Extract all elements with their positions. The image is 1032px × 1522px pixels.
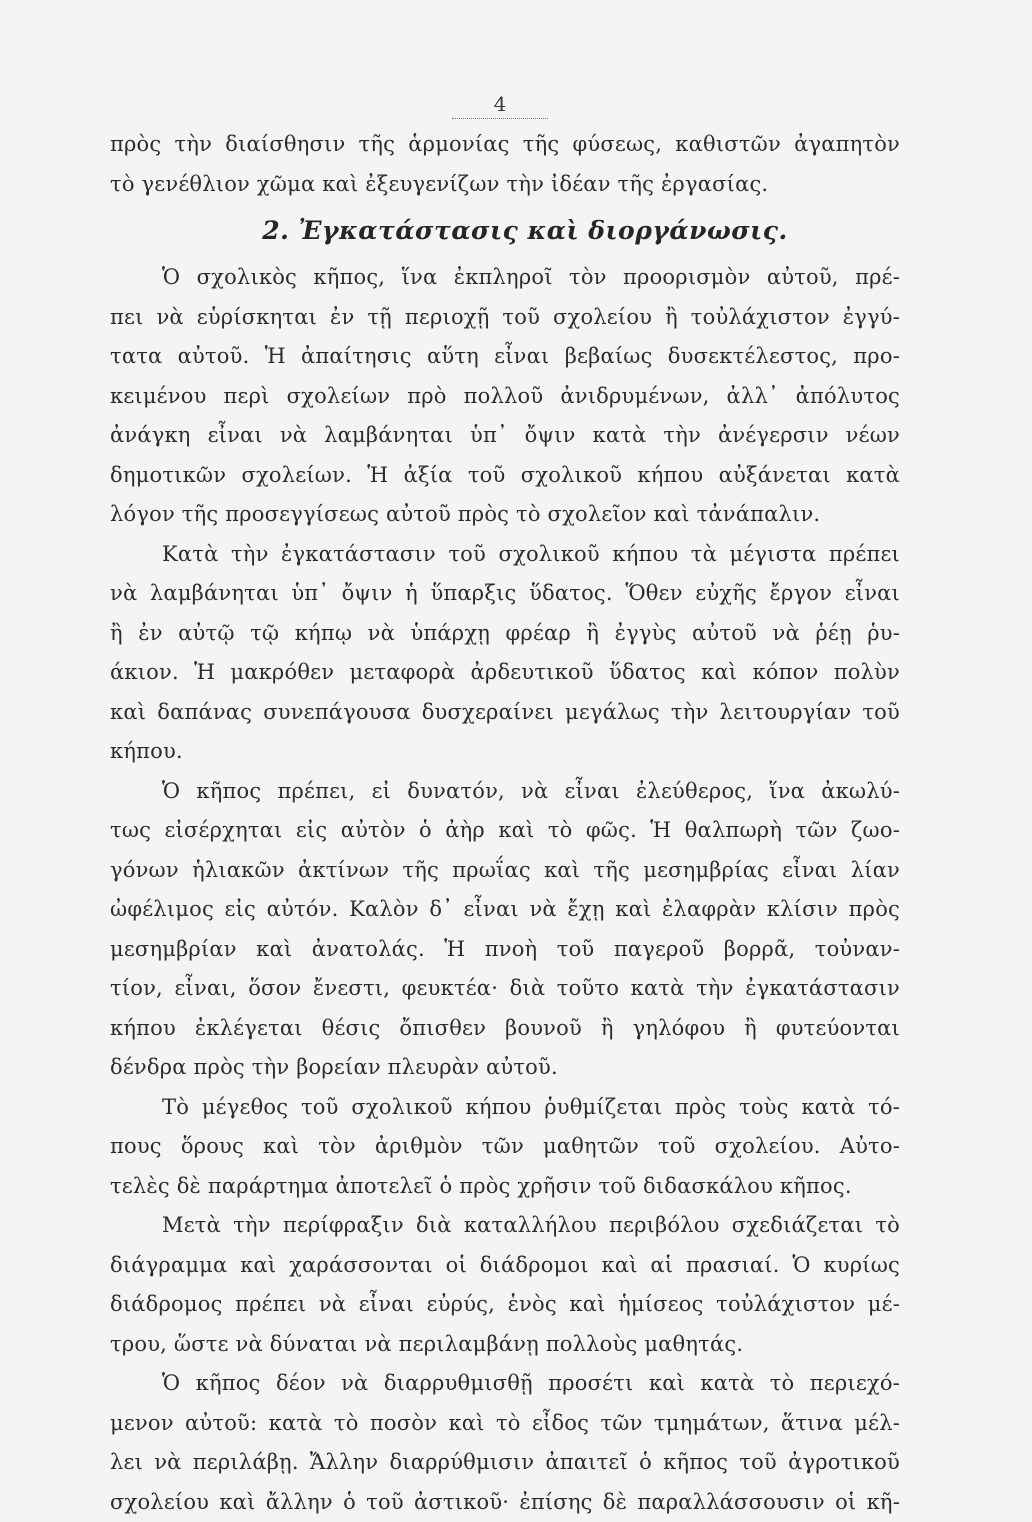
text-line: τὸ γενέθλιον χῶμα καὶ ἐξευγενίζων τὴν ἰδέαν τῆς ἐργασίας. — [110, 165, 900, 205]
text-line: ἢ ἐν αὐτῷ τῷ κήπῳ νὰ ὑπάρχῃ φρέαρ ἢ ἐγγὺς αὐτοῦ νὰ ῥέῃ ῥυ- — [110, 614, 900, 654]
text-line: καὶ δαπάνας συνεπάγουσα δυσχεραίνει μεγάλως τὴν λειτουργίαν τοῦ — [110, 693, 900, 733]
text-line: τίον, εἶναι, ὅσον ἔνεστι, φευκτέα· διὰ τοῦτο κατὰ τὴν ἐγκατάστασιν — [110, 969, 900, 1009]
text-line: μεσημβρίαν καὶ ἀνατολάς. Ἡ πνοὴ τοῦ παγεροῦ βορρᾶ, τοὐναν- — [110, 930, 900, 970]
body-text — [110, 125, 900, 1522]
paragraph-first-line: Ὁ σχολικὸς κῆπος, ἵνα ἐκπληροῖ τὸν προορισμὸν αὐτοῦ, πρέ- — [110, 258, 900, 298]
text-line: λόγον τῆς προσεγγίσεως αὐτοῦ πρὸς τὸ σχολεῖον καὶ τἀνάπαλιν. — [110, 495, 900, 535]
text-line: δένδρα πρὸς τὴν βορείαν πλευρὰν αὐτοῦ. — [110, 1048, 900, 1088]
text-line: δημοτικῶν σχολείων. Ἡ ἀξία τοῦ σχολικοῦ κήπου αὐξάνεται κατὰ — [110, 456, 900, 496]
text-line: τελὲς δὲ παράρτημα ἀποτελεῖ ὁ πρὸς χρῆσιν τοῦ διδασκάλου κῆπος. — [110, 1167, 900, 1207]
text-line: μενον αὐτοῦ: κατὰ τὸ ποσὸν καὶ τὸ εἶδος τῶν τμημάτων, ἅτινα μέλ- — [110, 1404, 900, 1444]
text-line: πρὸς τὴν διαίσθησιν τῆς ἁρμονίας τῆς φύσεως, καθιστῶν ἀγαπητὸν — [110, 125, 900, 165]
text-line: κειμένου περὶ σχολείων πρὸ πολλοῦ ἀνιδρυμένων, ἀλλ᾽ ἀπόλυτος — [110, 377, 900, 417]
paragraph-first-line: Ὁ κῆπος δέον νὰ διαρρυθμισθῇ προσέτι καὶ κατὰ τὸ περιεχό- — [110, 1364, 900, 1404]
text-line: τρου, ὥστε νὰ δύναται νὰ περιλαμβάνῃ πολλοὺς μαθητάς. — [110, 1325, 900, 1365]
text-line: κήπου. — [110, 732, 900, 772]
text-line: τατα αὐτοῦ. Ἡ ἀπαίτησις αὕτη εἶναι βεβαίως δυσεκτέλεστος, προ- — [110, 337, 900, 377]
section-heading: 2. Ἐγκατάστασις καὶ διοργάνωσις. — [110, 204, 900, 258]
text-line: διάγραμμα καὶ χαράσσονται οἱ διάδρομοι καὶ αἱ πρασιαί. Ὁ κυρίως — [110, 1246, 900, 1286]
paragraph-first-line: Μετὰ τὴν περίφραξιν διὰ καταλλήλου περιβόλου σχεδιάζεται τὸ — [110, 1206, 900, 1246]
text-line: λει νὰ περιλάβῃ. Ἄλλην διαρρύθμισιν ἀπαιτεῖ ὁ κῆπος τοῦ ἀγροτικοῦ — [110, 1443, 900, 1483]
text-line: νὰ λαμβάνηται ὑπ᾽ ὄψιν ἡ ὕπαρξις ὕδατος. Ὅθεν εὐχῆς ἔργον εἶναι — [110, 574, 900, 614]
page-number-underline — [452, 118, 548, 119]
text-line: σχολείου καὶ ἄλλην ὁ τοῦ ἀστικοῦ· ἐπίσης δὲ παραλλάσσουσιν οἱ κῆ- — [110, 1483, 900, 1522]
paragraph-first-line: Τὸ μέγεθος τοῦ σχολικοῦ κήπου ῥυθμίζεται πρὸς τοὺς κατὰ τό- — [110, 1088, 900, 1128]
text-line: κήπου ἐκλέγεται θέσις ὄπισθεν βουνοῦ ἢ γηλόφου ἢ φυτεύονται — [110, 1009, 900, 1049]
text-line: διάδρομος πρέπει νὰ εἶναι εὐρύς, ἑνὸς καὶ ἡμίσεος τοὐλάχιστον μέ- — [110, 1285, 900, 1325]
text-line: ἀνάγκη εἶναι νὰ λαμβάνηται ὑπ᾽ ὄψιν κατὰ τὴν ἀνέγερσιν νέων — [110, 416, 900, 456]
text-line: πει νὰ εὑρίσκηται ἐν τῇ περιοχῇ τοῦ σχολείου ἢ τοὐλάχιστον ἐγγύ- — [110, 298, 900, 338]
text-line: γόνων ἡλιακῶν ἀκτίνων τῆς πρωΐας καὶ τῆς μεσημβρίας εἶναι λίαν — [110, 851, 900, 891]
text-line: ὠφέλιμος εἰς αὐτόν. Καλὸν δ᾽ εἶναι νὰ ἔχῃ καὶ ἐλαφρὰν κλίσιν πρὸς — [110, 890, 900, 930]
page-number: 4 — [460, 92, 540, 116]
paragraph-first-line: Ὁ κῆπος πρέπει, εἰ δυνατόν, νὰ εἶναι ἐλεύθερος, ἵνα ἀκωλύ- — [110, 772, 900, 812]
paragraph-first-line: Κατὰ τὴν ἐγκατάστασιν τοῦ σχολικοῦ κήπου τὰ μέγιστα πρέπει — [110, 535, 900, 575]
text-line: πους ὅρους καὶ τὸν ἀριθμὸν τῶν μαθητῶν τοῦ σχολείου. Αὐτο- — [110, 1127, 900, 1167]
text-line: τως εἰσέρχηται εἰς αὐτὸν ὁ ἀὴρ καὶ τὸ φῶς. Ἡ θαλπωρὴ τῶν ζωο- — [110, 811, 900, 851]
text-line: άκιον. Ἡ μακρόθεν μεταφορὰ ἀρδευτικοῦ ὕδατος καὶ κόπον πολὺν — [110, 653, 900, 693]
